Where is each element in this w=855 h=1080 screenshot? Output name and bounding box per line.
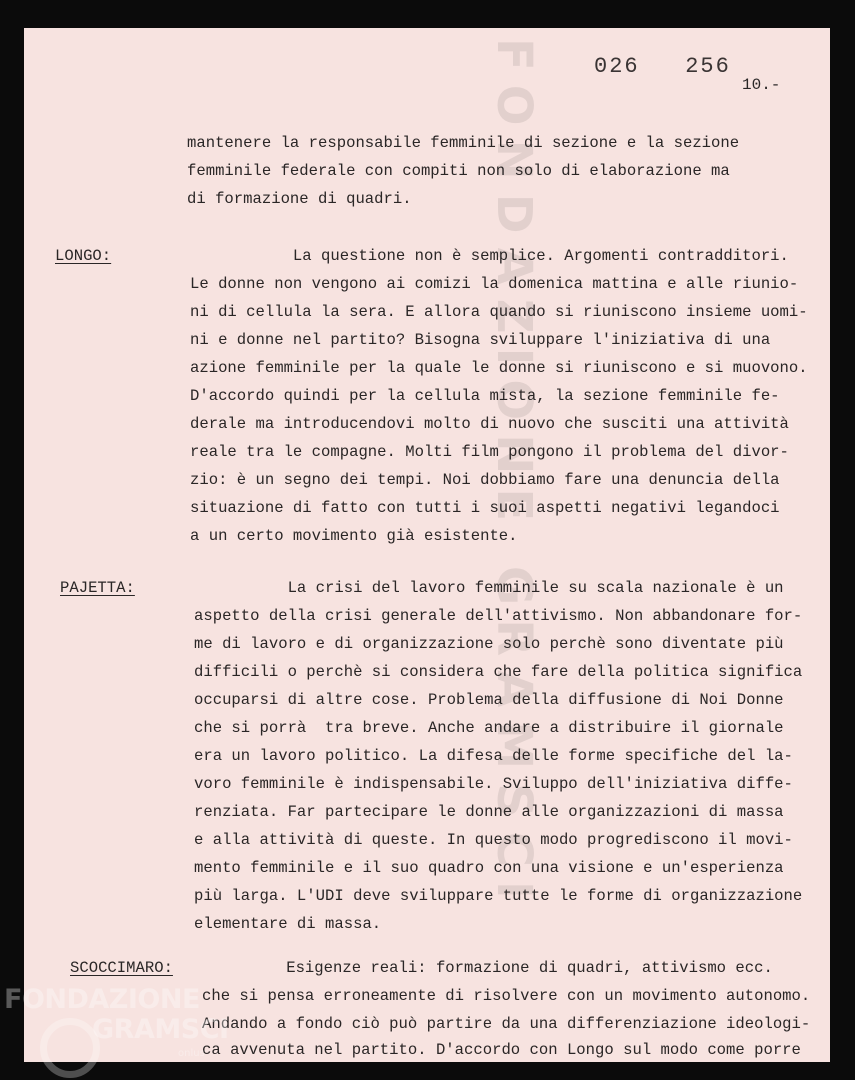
fondazione-gramsci-logo bbox=[0, 978, 229, 1080]
text-line: a un certo movimento già esistente. bbox=[190, 527, 518, 545]
text-line: Esigenze reali: formazione di quadri, attivismo ecc. bbox=[202, 959, 773, 977]
logo-line-1: FONDAZIONE bbox=[4, 984, 200, 1015]
document-page bbox=[24, 28, 830, 1062]
text-line: derale ma introducendovi molto di nuovo che susciti una attività bbox=[190, 415, 789, 433]
text-line: situazione di fatto con tutti i suoi aspetti negativi legandoci bbox=[190, 499, 780, 517]
text-line: occuparsi di altre cose. Problema della diffusione di Noi Donne bbox=[194, 691, 784, 709]
text-line: D'accordo quindi per la cellula mista, la sezione femminile fe- bbox=[190, 387, 780, 405]
text-line: La questione non è semplice. Argomenti contradditori. bbox=[190, 247, 789, 265]
text-line: elementare di massa. bbox=[194, 915, 382, 933]
text-line: ni di cellula la sera. E allora quando si riuniscono insieme uomi- bbox=[190, 303, 808, 321]
speaker-longo: LONGO: bbox=[55, 247, 112, 265]
text-line: di formazione di quadri. bbox=[187, 190, 412, 208]
archive-code: 026 256 bbox=[594, 54, 731, 79]
text-line: femminile federale con compiti non solo di elaborazione ma bbox=[187, 162, 730, 180]
text-line: mento femminile e il suo quadro con una visione e un'esperienza bbox=[194, 859, 784, 877]
text-line: mantenere la responsabile femminile di sezione e la sezione bbox=[187, 134, 740, 152]
text-line: che si pensa erroneamente di risolvere con un movimento autonomo. bbox=[202, 987, 811, 1005]
text-line: voro femminile è indispensabile. Sviluppo dell'iniziativa diffe- bbox=[194, 775, 793, 793]
text-line: La crisi del lavoro femminile su scala nazionale è un bbox=[194, 579, 784, 597]
text-line: Le donne non vengono ai comizi la domenica mattina e alle riunio- bbox=[190, 275, 799, 293]
logo-line-2: GRAMSCI bbox=[92, 1014, 229, 1045]
speaker-scoccimaro: SCOCCIMARO: bbox=[70, 959, 173, 977]
text-line: era un lavoro politico. La difesa delle forme specifiche del la- bbox=[194, 747, 793, 765]
text-line: reale tra le compagne. Molti film pongono il problema del divor- bbox=[190, 443, 789, 461]
logo-line-3: onlus bbox=[178, 1048, 205, 1059]
text-line: Andando a fondo ciò può partire da una differenziazione ideologi- bbox=[202, 1015, 811, 1033]
text-line: difficili o perchè si considera che fare della politica significa bbox=[194, 663, 803, 681]
text-line: aspetto della crisi generale dell'attivismo. Non abbandonare for- bbox=[194, 607, 803, 625]
logo-ring-icon bbox=[40, 1018, 100, 1078]
watermark-stamp: FONDAZIONE GRAMSCI bbox=[486, 38, 542, 913]
text-line: renziata. Far partecipare le donne alle organizzazioni di massa bbox=[194, 803, 784, 821]
text-line: me di lavoro e di organizzazione solo perchè sono diventate più bbox=[194, 635, 784, 653]
text-line: che si porrà tra breve. Anche andare a distribuire il giornale bbox=[194, 719, 784, 737]
text-line: più larga. L'UDI deve sviluppare tutte le forme di organizzazione bbox=[194, 887, 803, 905]
page-number: 10.- bbox=[742, 76, 781, 94]
speaker-pajetta: PAJETTA: bbox=[60, 579, 135, 597]
text-line: ca avvenuta nel partito. D'accordo con Longo sul modo come porre bbox=[202, 1041, 801, 1059]
text-line: azione femminile per la quale le donne si riuniscono e si muovono. bbox=[190, 359, 808, 377]
text-line: e alla attività di queste. In questo modo progrediscono il movi- bbox=[194, 831, 793, 849]
text-line: zio: è un segno dei tempi. Noi dobbiamo fare una denuncia della bbox=[190, 471, 780, 489]
text-line: ni e donne nel partito? Bisogna sviluppare l'iniziativa di una bbox=[190, 331, 771, 349]
